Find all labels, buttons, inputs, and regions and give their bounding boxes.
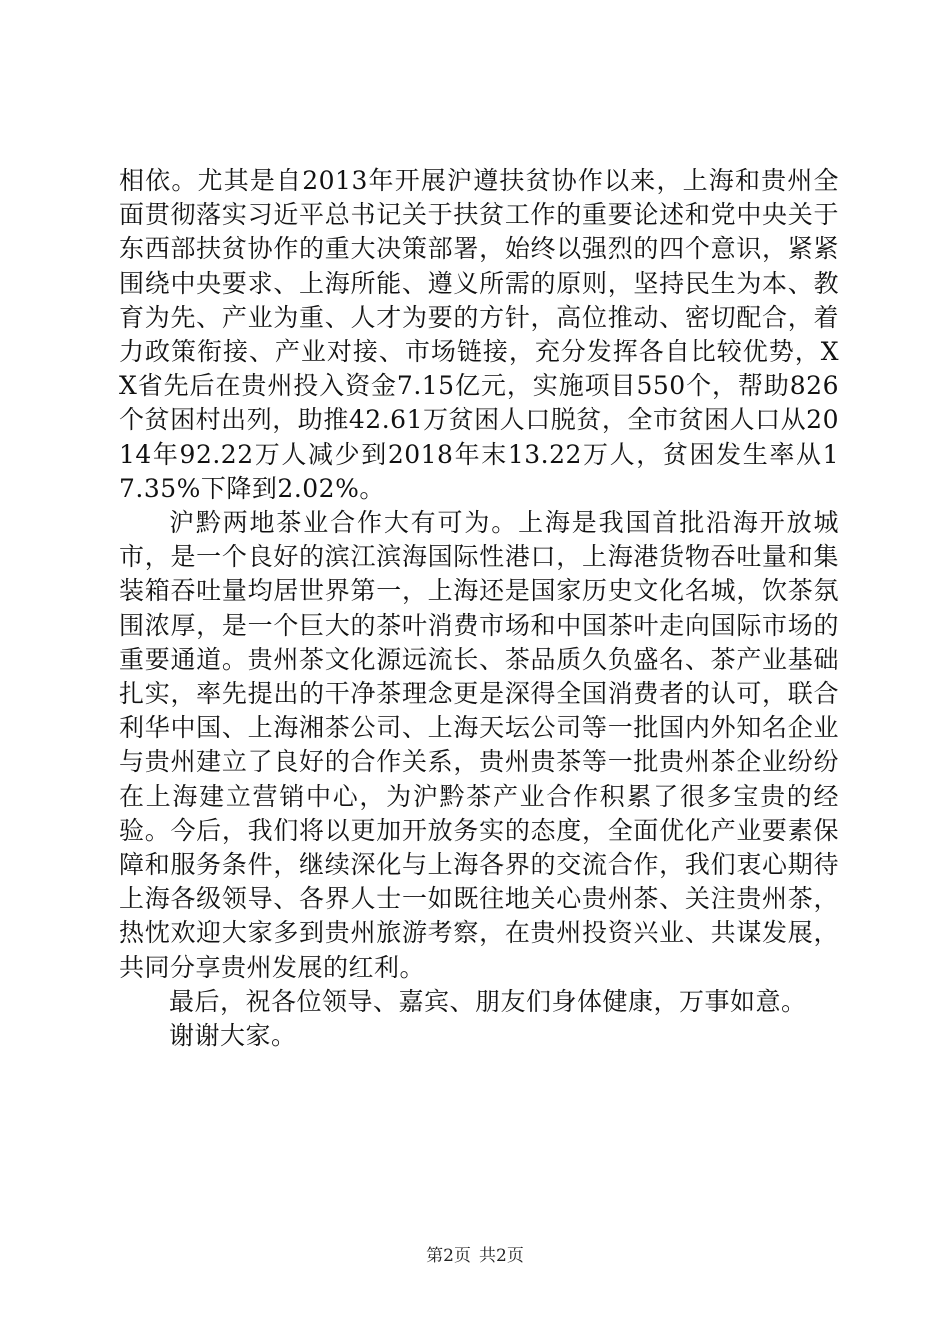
paragraph-tea-cooperation: 沪黔两地茶业合作大有可为。上海是我国首批沿海开放城市，是一个良好的滨江滨海国际性港口，上海港货物吞吐量和集装箱吞吐量均居世界第一，上海还是国家历史文化名城，饮茶氛围浓厚，是一个巨大的茶叶消费市场和中国茶叶走向国际市场的重要通道。贵州茶文化源远流长、茶品质久负盛名、茶产业基础扎实，率先提出的干净茶理念更是深得全国消费者的认可，联合利华中国、上海湘茶公司、上海天坛公司等一批国内外知名企业与贵州建立了良好的合作关系，贵州贵茶等一批贵州茶企业纷纷在上海建立营销中心，为沪黔茶产业合作积累了很多宝贵的经验。今后，我们将以更加开放务实的态度，全面优化产业要素保障和服务条件，继续深化与上海各界的交流合作，我们衷心期待上海各级领导、各界人士一如既往地关心贵州茶、关注贵州茶，热忱欢迎大家多到贵州旅游考察，在贵州投资兴业、共谋发展，共同分享贵州发展的红利。 [119, 508, 839, 982]
page-total: 共2页 [479, 1246, 524, 1266]
page-number: 第2页 [426, 1246, 471, 1266]
document-body [119, 164, 839, 1053]
paragraph-closing-wishes: 最后，祝各位领导、嘉宾、朋友们身体健康，万事如意。 [169, 986, 807, 1016]
paragraph-continuation: 相依。尤其是自2013年开展沪遵扶贫协作以来，上海和贵州全面贯彻落实习近平总书记关于扶贫工作的重要论述和党中央关于东西部扶贫协作的重大决策部署，始终以强烈的四个意识，紧紧围绕中央要求、上海所能、遵义所需的原则，坚持民生为本、教育为先、产业为重、人才为要的方针，高位推动、密切配合，着力政策衔接、产业对接、市场链接，充分发挥各自比较优势，XX省先后在贵州投入资金7.15亿元，实施项目550个，帮助826个贫困村出列，助推42.61万贫困人口脱贫，全市贫困人口从2014年92.22万人减少到2018年末13.22万人，贫困发生率从17.35%下降到2.02%。 [119, 166, 839, 503]
page-footer [0, 1244, 950, 1268]
paragraph-thanks: 谢谢大家。 [169, 1021, 297, 1051]
